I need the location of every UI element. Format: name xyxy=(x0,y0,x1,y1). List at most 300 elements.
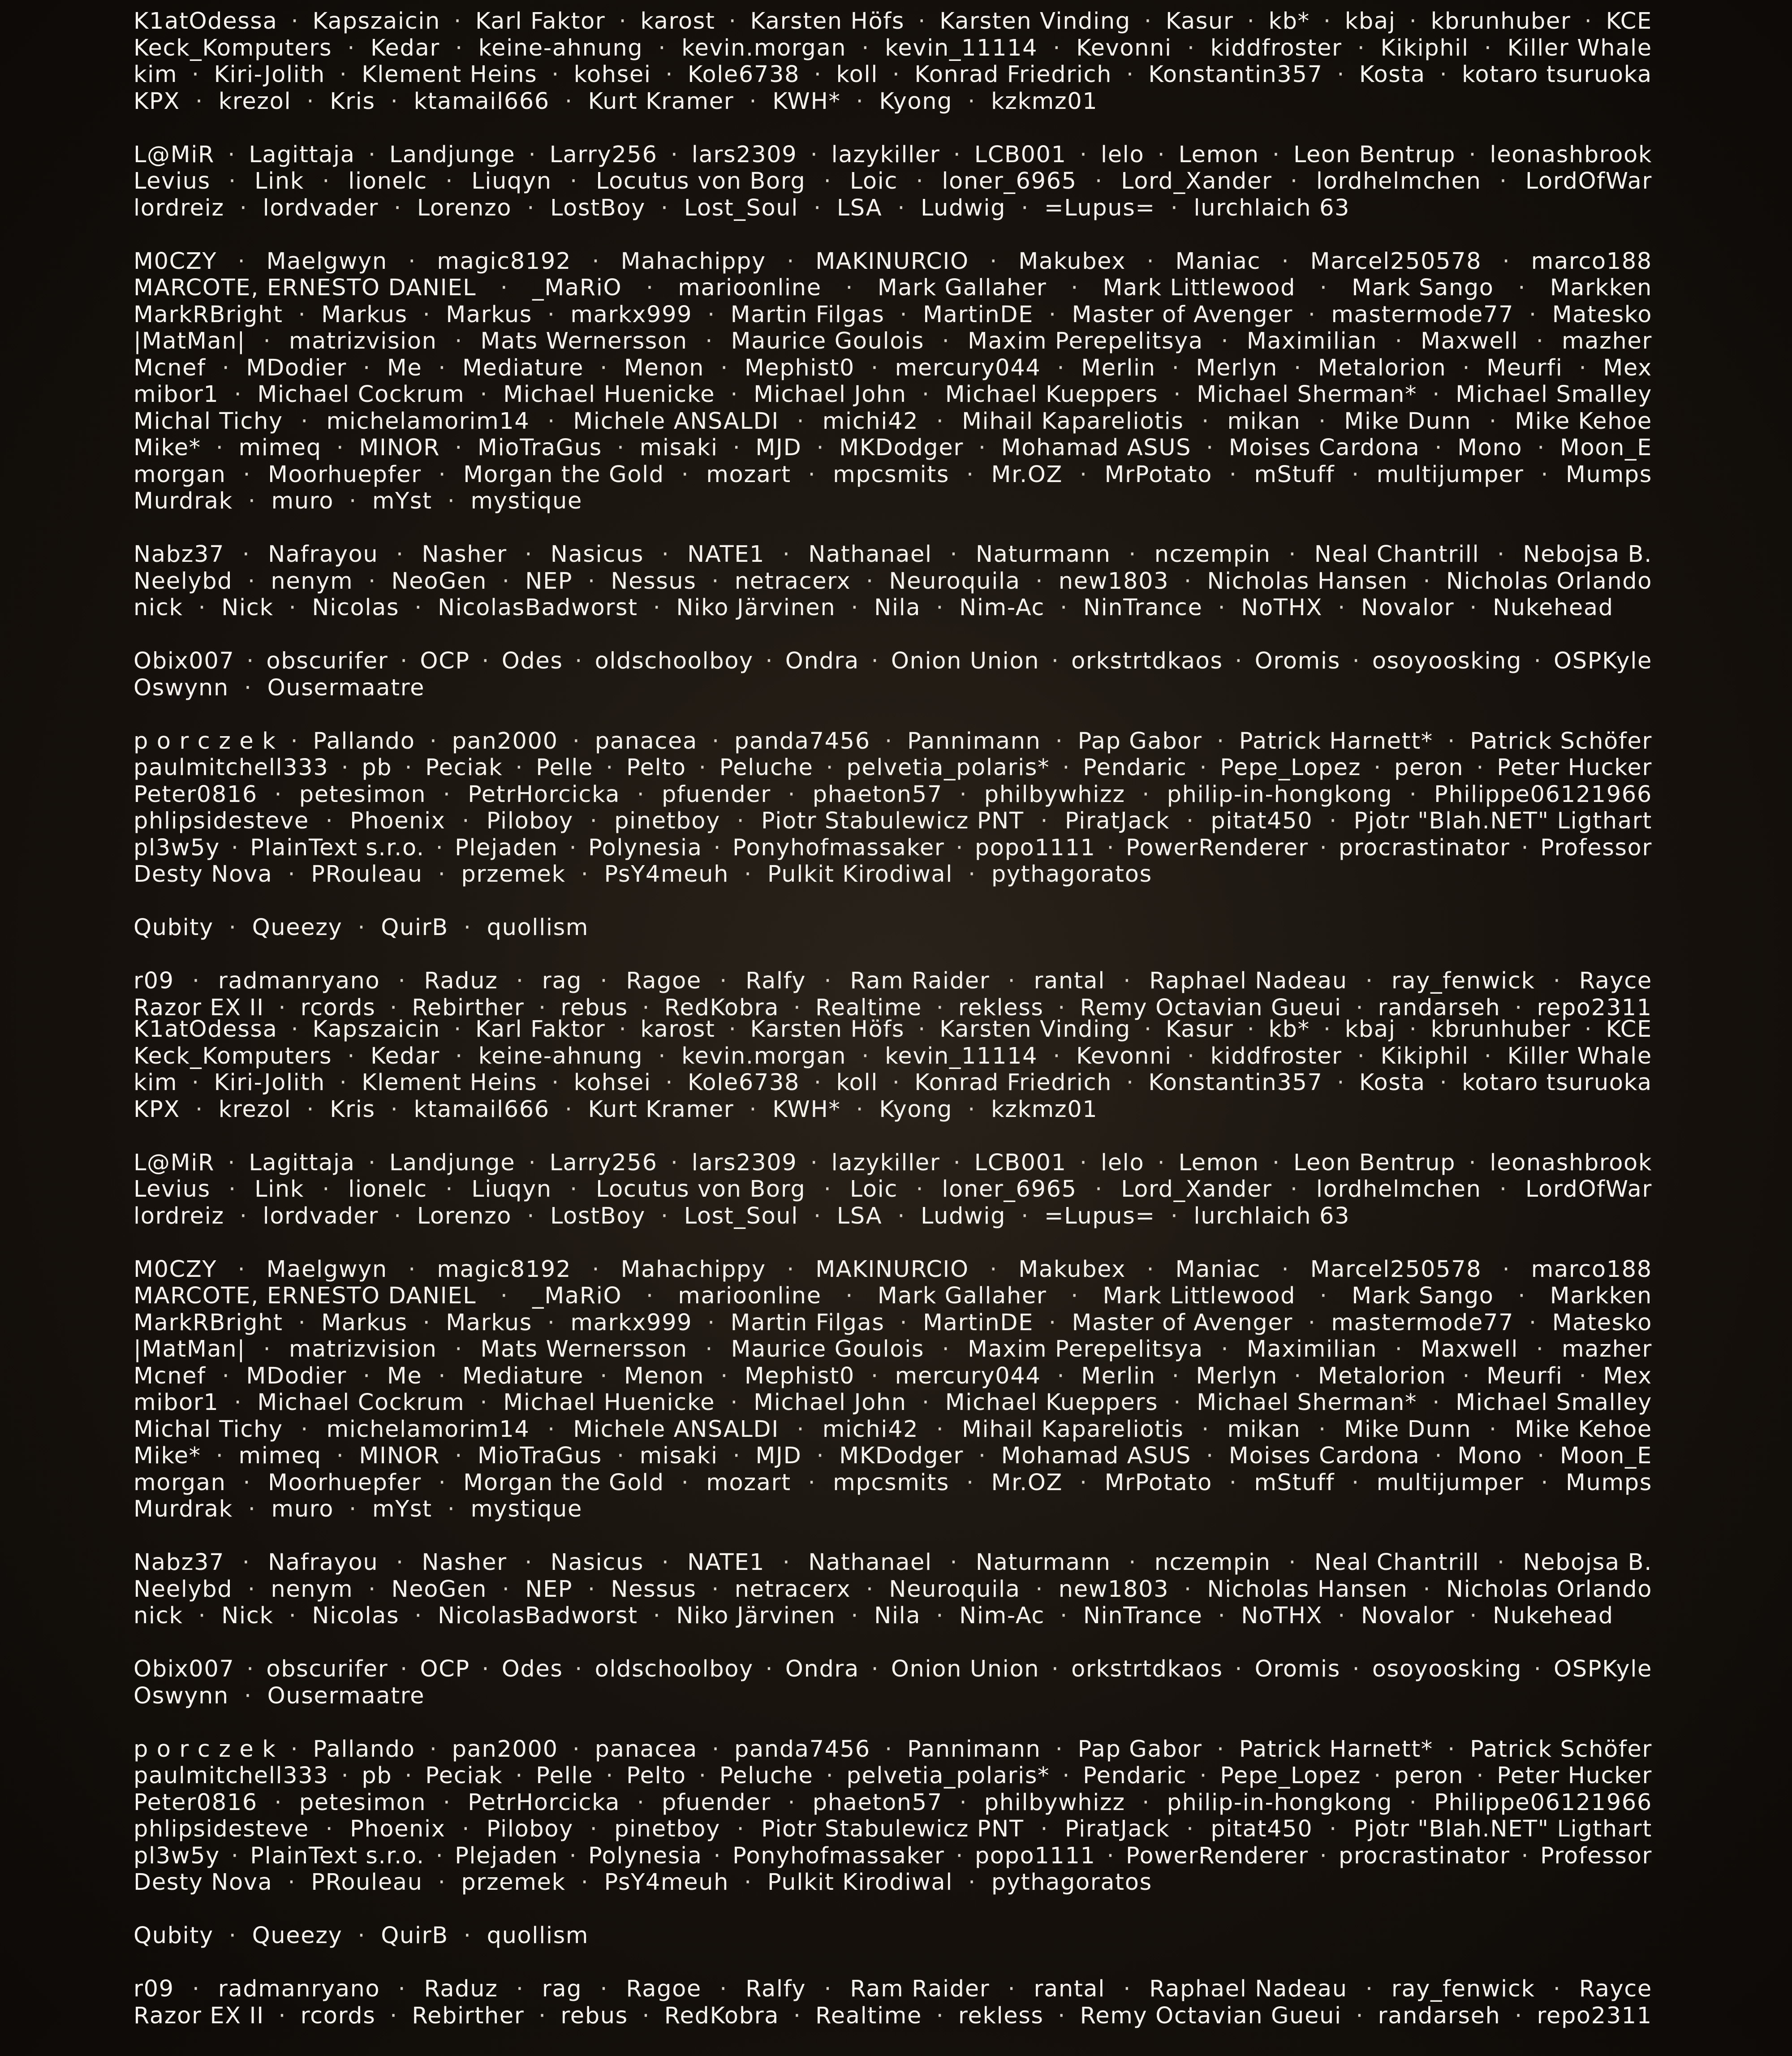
name-separator: · xyxy=(246,648,254,674)
contributor-name: Nim-Ac xyxy=(959,595,1045,621)
contributor-name: MarkRBright xyxy=(134,1309,283,1336)
credits-line xyxy=(134,914,1652,941)
contributor-name: panda7456 xyxy=(734,1736,870,1763)
contributor-name: Kiri-Jolith xyxy=(214,61,325,88)
contributor-name: Mahachippy xyxy=(620,1256,766,1283)
contributor-name: Maxwell xyxy=(1421,1336,1519,1362)
name-separator: · xyxy=(851,1603,859,1629)
contributor-name: Ondra xyxy=(785,648,859,674)
contributor-name: Neelybd xyxy=(134,568,233,595)
name-separator: · xyxy=(966,1469,974,1496)
contributor-name: pythagoratos xyxy=(991,1869,1152,1896)
name-separator: · xyxy=(528,141,537,168)
name-separator: · xyxy=(454,1016,462,1043)
contributor-name: popo1111 xyxy=(974,1842,1096,1869)
name-separator: · xyxy=(1521,1842,1529,1869)
name-separator: · xyxy=(368,568,376,595)
name-separator: · xyxy=(247,1576,256,1603)
contributor-name: Razor EX II xyxy=(134,2002,264,2029)
contributor-name: Merlin xyxy=(1081,354,1156,381)
name-separator: · xyxy=(247,568,256,595)
credits-line xyxy=(134,675,1652,702)
contributor-name: marco188 xyxy=(1531,248,1652,275)
name-separator: · xyxy=(1146,248,1155,275)
contributor-name: Leon Bentrup xyxy=(1293,141,1456,168)
contributor-name: kim xyxy=(134,1069,178,1096)
credits-line xyxy=(134,1363,1652,1390)
name-separator: · xyxy=(291,1016,299,1043)
contributor-name: kohsei xyxy=(573,61,651,88)
contributor-name: michi42 xyxy=(822,408,919,435)
contributor-name: Remy Octavian Gueui xyxy=(1080,994,1342,1021)
name-separator: · xyxy=(414,595,422,621)
name-separator: · xyxy=(500,1283,508,1309)
credits-line xyxy=(134,861,1652,888)
contributor-name: pl3w5y xyxy=(134,1842,220,1869)
name-separator: · xyxy=(390,88,399,115)
name-separator: · xyxy=(288,861,296,888)
name-separator: · xyxy=(191,1069,200,1096)
name-separator: · xyxy=(749,88,758,115)
credits-line xyxy=(134,1736,1652,1763)
contributor-name: Ousermaatre xyxy=(267,674,425,701)
name-separator: · xyxy=(1187,34,1195,61)
name-separator: · xyxy=(862,1043,870,1069)
name-separator: · xyxy=(547,408,556,435)
contributor-name: lars2309 xyxy=(691,141,797,168)
contributor-name: lazykiller xyxy=(831,1149,940,1176)
contributor-name: Kris xyxy=(330,88,375,115)
contributor-name: L@MiR xyxy=(134,1149,215,1176)
name-separator: · xyxy=(347,34,355,61)
name-separator: · xyxy=(1329,1816,1337,1842)
contributor-name: Nila xyxy=(874,1603,921,1629)
name-separator: · xyxy=(1308,1309,1316,1336)
name-separator: · xyxy=(1035,568,1044,595)
name-separator: · xyxy=(942,1336,950,1362)
name-separator: · xyxy=(787,1256,795,1283)
name-separator: · xyxy=(1272,1149,1280,1176)
credits-line xyxy=(134,968,1652,995)
credits-line xyxy=(134,1976,1652,2003)
contributor-name: orkstrtdkaos xyxy=(1071,1656,1223,1682)
name-separator: · xyxy=(1447,728,1456,754)
contributor-name: phaeton57 xyxy=(812,781,943,808)
name-separator: · xyxy=(1462,1362,1471,1389)
contributor-name: Oromis xyxy=(1254,648,1340,674)
name-separator: · xyxy=(1288,1549,1297,1576)
contributor-name: Maniac xyxy=(1175,248,1261,275)
contributor-name: Peciak xyxy=(425,754,503,781)
credits-line xyxy=(134,1069,1652,1096)
name-separator: · xyxy=(572,1736,581,1763)
credits-section xyxy=(134,1016,1652,1123)
name-separator: · xyxy=(660,1203,669,1229)
name-separator: · xyxy=(1476,1763,1485,1789)
contributor-name: Maurice Goulois xyxy=(731,328,925,354)
contributor-name: NATE1 xyxy=(687,541,765,568)
name-separator: · xyxy=(1502,248,1511,275)
credits-line xyxy=(134,1549,1652,1576)
credits-line xyxy=(134,1843,1652,1870)
contributor-name: kbaj xyxy=(1344,1016,1396,1043)
contributor-name: lars2309 xyxy=(691,1149,797,1176)
name-separator: · xyxy=(900,1309,908,1336)
name-separator: · xyxy=(1095,1176,1103,1203)
contributor-name: Master of Avenger xyxy=(1072,1309,1293,1336)
contributor-name: morgan xyxy=(134,461,226,488)
contributor-name: orkstrtdkaos xyxy=(1071,648,1223,674)
name-separator: · xyxy=(222,354,230,381)
name-separator: · xyxy=(231,1842,239,1869)
name-separator: · xyxy=(797,408,805,435)
contributor-name: Rayce xyxy=(1579,1976,1652,2002)
contributor-name: Loic xyxy=(849,1176,898,1203)
contributor-name: Qubity xyxy=(134,1922,214,1949)
contributor-name: Philippe06121966 xyxy=(1434,781,1652,808)
contributor-name: Mr.OZ xyxy=(991,1469,1063,1496)
name-separator: · xyxy=(349,1496,357,1522)
contributor-name: mazher xyxy=(1561,1336,1652,1362)
contributor-name: lordhelmchen xyxy=(1316,168,1482,194)
name-separator: · xyxy=(1515,994,1523,1021)
name-separator: · xyxy=(1541,461,1549,488)
name-separator: · xyxy=(590,1816,598,1842)
name-separator: · xyxy=(368,141,376,168)
name-separator: · xyxy=(1142,781,1150,808)
contributor-name: Ralfy xyxy=(745,968,806,994)
contributor-name: Mike Kehoe xyxy=(1515,408,1652,435)
contributor-name: mStuff xyxy=(1254,1469,1335,1496)
contributor-name: Mihail Kapareliotis xyxy=(961,1416,1184,1443)
name-separator: · xyxy=(824,1976,832,2002)
name-separator: · xyxy=(263,1336,271,1362)
name-separator: · xyxy=(396,1549,404,1576)
contributor-name: lurchlaich 63 xyxy=(1193,194,1350,221)
contributor-name: Maximilian xyxy=(1246,1336,1378,1362)
contributor-name: Klement Heins xyxy=(362,61,538,88)
contributor-name: Nick xyxy=(221,595,274,621)
contributor-name: panda7456 xyxy=(734,728,870,754)
name-separator: · xyxy=(712,728,720,754)
credits-line xyxy=(134,488,1652,515)
contributor-name: Pepe_Lopez xyxy=(1220,1763,1361,1789)
contributor-name: rebus xyxy=(560,994,628,1021)
contributor-name: kevin.morgan xyxy=(681,34,847,61)
contributor-name: Murdrak xyxy=(134,488,233,514)
contributor-name: KWH* xyxy=(772,88,841,115)
contributor-name: Mex xyxy=(1603,354,1652,381)
contributor-name: lordvader xyxy=(263,194,379,221)
contributor-name: Keck_Komputers xyxy=(134,34,332,61)
name-separator: · xyxy=(642,994,650,1021)
contributor-name: LSA xyxy=(836,194,883,221)
contributor-name: MarkRBright xyxy=(134,301,283,328)
contributor-name: Lagittaja xyxy=(249,1149,355,1176)
contributor-name: repo2311 xyxy=(1537,994,1652,1021)
name-separator: · xyxy=(438,1869,446,1896)
contributor-name: Mark Gallaher xyxy=(877,275,1047,301)
name-separator: · xyxy=(1294,354,1302,381)
contributor-name: rekless xyxy=(958,2002,1044,2029)
name-separator: · xyxy=(1218,595,1226,621)
name-separator: · xyxy=(600,354,608,381)
contributor-name: Rayce xyxy=(1579,968,1652,994)
name-separator: · xyxy=(1221,328,1229,354)
name-separator: · xyxy=(322,1176,331,1203)
contributor-name: MartinDE xyxy=(923,301,1034,328)
contributor-name: Ondra xyxy=(785,1656,859,1682)
name-separator: · xyxy=(1319,275,1328,301)
name-separator: · xyxy=(730,381,739,408)
contributor-name: NeoGen xyxy=(391,1576,487,1603)
name-separator: · xyxy=(1352,461,1360,488)
name-separator: · xyxy=(1216,1736,1225,1763)
contributor-name: Razor EX II xyxy=(134,994,264,1021)
contributor-name: kohsei xyxy=(573,1069,651,1096)
contributor-name: Markus xyxy=(446,301,532,328)
name-separator: · xyxy=(653,595,661,621)
name-separator: · xyxy=(1048,301,1057,328)
name-separator: · xyxy=(1008,968,1016,994)
contributor-name: Karsten Vinding xyxy=(939,8,1131,34)
contributor-name: Loic xyxy=(849,168,898,194)
name-separator: · xyxy=(719,968,728,994)
contributor-name: morgan xyxy=(134,1469,226,1496)
name-separator: · xyxy=(1040,1816,1049,1842)
name-separator: · xyxy=(438,461,447,488)
name-separator: · xyxy=(429,1736,438,1763)
contributor-name: kzkmz01 xyxy=(991,88,1098,115)
contributor-name: obscurifer xyxy=(266,648,388,674)
name-separator: · xyxy=(918,1016,926,1043)
credits-line xyxy=(134,595,1652,621)
name-separator: · xyxy=(823,168,832,194)
contributor-name: r09 xyxy=(134,1976,174,2002)
credits-line xyxy=(134,781,1652,808)
name-separator: · xyxy=(290,1736,299,1763)
contributor-name: Oswynn xyxy=(134,1682,229,1709)
name-separator: · xyxy=(737,1816,745,1842)
name-separator: · xyxy=(646,275,654,301)
contributor-name: mozart xyxy=(706,461,791,488)
contributor-name: Lord_Xander xyxy=(1121,1176,1272,1203)
contributor-name: Karsten Höfs xyxy=(750,1016,905,1043)
contributor-name: Moon_E xyxy=(1559,435,1652,461)
contributor-name: kevin.morgan xyxy=(681,1043,847,1069)
contributor-name: NoTHX xyxy=(1241,1603,1323,1629)
contributor-name: kzkmz01 xyxy=(991,1096,1098,1123)
contributor-name: Nukehead xyxy=(1493,595,1614,621)
contributor-name: Mats Wernersson xyxy=(480,328,688,354)
contributor-name: Nafrayou xyxy=(268,541,379,568)
contributor-name: Matesko xyxy=(1552,1309,1652,1336)
contributor-name: Pjotr "Blah.NET" Ligthart xyxy=(1353,808,1652,834)
contributor-name: Pelto xyxy=(626,754,686,781)
contributor-name: Lost_Soul xyxy=(684,1203,798,1229)
name-separator: · xyxy=(871,648,879,674)
name-separator: · xyxy=(1409,781,1417,808)
contributor-name: misaki xyxy=(639,435,718,461)
contributor-name: NicolasBadworst xyxy=(437,1603,638,1629)
contributor-name: Piotr Stabulewicz PNT xyxy=(761,1816,1024,1842)
contributor-name: OCP xyxy=(420,648,470,674)
contributor-name: mpcsmits xyxy=(833,461,950,488)
name-separator: · xyxy=(239,1203,248,1229)
name-separator: · xyxy=(393,1203,402,1229)
name-separator: · xyxy=(435,834,444,861)
name-separator: · xyxy=(637,781,645,808)
contributor-name: PiratJack xyxy=(1064,808,1170,834)
name-separator: · xyxy=(341,754,349,781)
contributor-name: Makubex xyxy=(1018,1256,1126,1283)
contributor-name: Marcel250578 xyxy=(1310,1256,1482,1283)
name-separator: · xyxy=(892,61,900,88)
contributor-name: Ram Raider xyxy=(850,1976,990,2002)
contributor-name: pythagoratos xyxy=(991,861,1152,888)
contributor-name: Michael Huenicke xyxy=(503,1389,715,1416)
contributor-name: oldschoolboy xyxy=(594,648,754,674)
contributor-name: MrPotato xyxy=(1104,461,1212,488)
contributor-name: Naturmann xyxy=(975,541,1111,568)
name-separator: · xyxy=(1423,568,1431,595)
contributor-name: Mats Wernersson xyxy=(480,1336,688,1362)
contributor-name: magic8192 xyxy=(437,248,572,275)
name-separator: · xyxy=(564,88,573,115)
contributor-name: Larry256 xyxy=(549,1149,658,1176)
contributor-name: Peciak xyxy=(425,1763,503,1789)
contributor-name: mazher xyxy=(1561,328,1652,354)
contributor-name: petesimon xyxy=(299,781,426,808)
name-separator: · xyxy=(278,2002,287,2029)
name-separator: · xyxy=(966,461,974,488)
name-separator: · xyxy=(1374,754,1382,781)
contributor-name: QuirB xyxy=(381,1922,448,1949)
name-separator: · xyxy=(619,1016,627,1043)
contributor-name: Moorhuepfer xyxy=(267,1469,422,1496)
name-separator: · xyxy=(1409,8,1417,34)
credits-line xyxy=(134,754,1652,781)
contributor-name: Kosta xyxy=(1359,1069,1426,1096)
name-separator: · xyxy=(368,1149,376,1176)
name-separator: · xyxy=(341,1763,349,1789)
contributor-name: Nila xyxy=(874,595,921,621)
contributor-name: radmanryano xyxy=(218,1976,380,2002)
contributor-name: KCE xyxy=(1606,8,1652,34)
contributor-name: Patrick Schöfer xyxy=(1470,1736,1652,1763)
contributor-name: Queezy xyxy=(252,1922,343,1949)
name-separator: · xyxy=(968,1869,976,1896)
contributor-name: MARCOTE, ERNESTO DANIEL xyxy=(134,275,477,301)
name-separator: · xyxy=(1170,194,1179,221)
contributor-name: Landjunge xyxy=(389,141,516,168)
contributor-name: kim xyxy=(134,61,178,88)
contributor-name: Piloboy xyxy=(486,808,573,834)
credits-section xyxy=(134,1976,1652,2029)
name-separator: · xyxy=(1272,141,1280,168)
name-separator: · xyxy=(414,1603,422,1629)
credits-line xyxy=(134,275,1652,302)
name-separator: · xyxy=(1529,301,1537,328)
name-separator: · xyxy=(398,1976,406,2002)
name-separator: · xyxy=(234,381,242,408)
name-separator: · xyxy=(1499,1176,1508,1203)
name-separator: · xyxy=(665,1069,674,1096)
name-separator: · xyxy=(1008,1976,1016,2002)
contributor-name: Neelybd xyxy=(134,1576,233,1603)
name-separator: · xyxy=(1053,34,1061,61)
name-separator: · xyxy=(1352,1656,1361,1682)
name-separator: · xyxy=(737,808,745,834)
contributor-name: peron xyxy=(1394,1763,1464,1789)
contributor-name: Landjunge xyxy=(389,1149,516,1176)
contributor-name: Karsten Höfs xyxy=(750,8,905,34)
contributor-name: Makubex xyxy=(1018,248,1126,275)
contributor-name: Michael Cockrum xyxy=(257,1389,465,1416)
contributor-name: Kyong xyxy=(879,88,953,115)
name-separator: · xyxy=(306,1096,315,1123)
contributor-name: KPX xyxy=(134,88,180,115)
name-separator: · xyxy=(707,1309,715,1336)
contributor-name: PowerRenderer xyxy=(1125,1842,1309,1869)
contributor-name: Raduz xyxy=(424,1976,498,2002)
contributor-name: Kapszaicin xyxy=(312,8,440,34)
contributor-name: lordreiz xyxy=(134,194,224,221)
name-separator: · xyxy=(823,1176,832,1203)
contributor-name: Nicholas Hansen xyxy=(1207,568,1408,595)
name-separator: · xyxy=(600,968,608,994)
name-separator: · xyxy=(422,1309,431,1336)
name-separator: · xyxy=(587,1576,596,1603)
name-separator: · xyxy=(1281,248,1290,275)
credits-panel-bottom xyxy=(0,1008,1792,2029)
name-separator: · xyxy=(1048,1309,1057,1336)
name-separator: · xyxy=(248,1496,256,1522)
name-separator: · xyxy=(234,1389,242,1416)
name-separator: · xyxy=(661,541,670,568)
contributor-name: Lorenzo xyxy=(417,194,512,221)
name-separator: · xyxy=(782,541,791,568)
name-separator: · xyxy=(793,994,801,1021)
contributor-name: lionelc xyxy=(348,168,427,194)
name-separator: · xyxy=(389,2002,398,2029)
name-separator: · xyxy=(744,1869,752,1896)
contributor-name: ktamail666 xyxy=(414,1096,550,1123)
contributor-name: Nasher xyxy=(422,541,507,568)
name-separator: · xyxy=(1447,1736,1456,1763)
contributor-name: Nicolas xyxy=(312,595,400,621)
name-separator: · xyxy=(637,1789,645,1816)
contributor-name: mpcsmits xyxy=(833,1469,950,1496)
name-separator: · xyxy=(787,248,795,275)
contributor-name: karost xyxy=(640,1016,715,1043)
contributor-name: Michael Smalley xyxy=(1456,1389,1652,1416)
contributor-name: panacea xyxy=(594,1736,698,1763)
name-separator: · xyxy=(1469,1149,1477,1176)
credits-line xyxy=(134,142,1652,168)
name-separator: · xyxy=(336,435,345,461)
contributor-name: Nabz37 xyxy=(134,1549,225,1576)
name-separator: · xyxy=(814,61,822,88)
name-separator: · xyxy=(516,1976,524,2002)
contributor-name: Kevonni xyxy=(1076,1043,1172,1069)
contributor-name: Nessus xyxy=(611,568,697,595)
name-separator: · xyxy=(569,168,578,194)
name-separator: · xyxy=(765,1656,774,1682)
name-separator: · xyxy=(1123,968,1132,994)
contributor-name: mastermode77 xyxy=(1331,301,1514,328)
contributor-name: mercury044 xyxy=(895,354,1041,381)
